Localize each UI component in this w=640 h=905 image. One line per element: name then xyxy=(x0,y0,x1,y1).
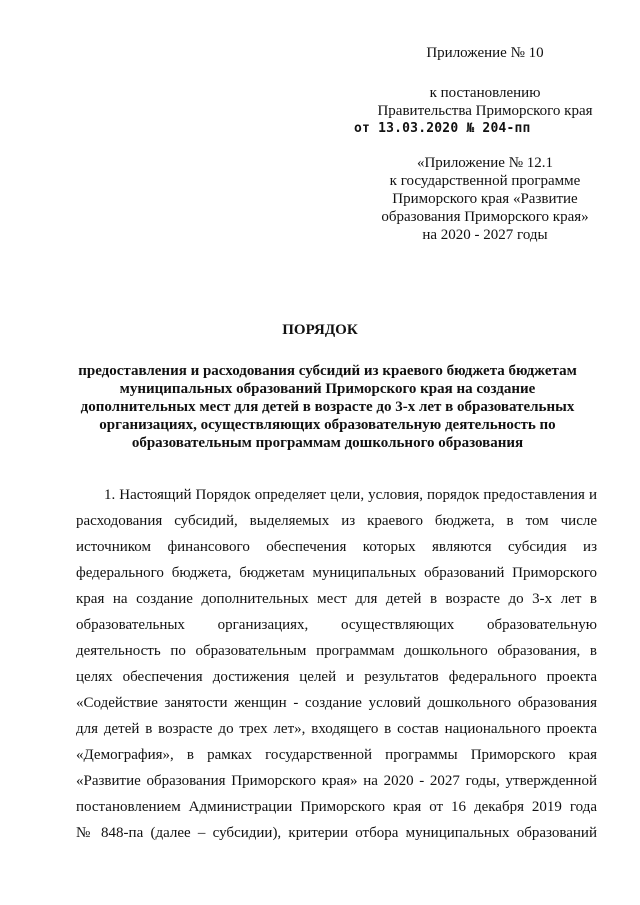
subtitle-line: организациях, осуществляющих образовательную деятельность по xyxy=(99,417,556,433)
body-line: «Демография», в рамках государственной программы Приморского края xyxy=(76,747,597,763)
document-title: ПОРЯДОК xyxy=(282,322,358,338)
appendix-number: Приложение № 10 xyxy=(426,45,544,61)
document-subtitle xyxy=(70,362,585,452)
body-line: 1. Настоящий Порядок определяет цели, условия, порядок предоставления и xyxy=(104,487,597,503)
subtitle-line: предоставления и расходования субсидий из краевого бюджета бюджетам xyxy=(78,363,577,379)
paragraph-1 xyxy=(76,482,597,846)
body-line: № 848-па (далее – субсидии), критерии отбора муниципальных образований xyxy=(76,825,597,841)
body-line: источником финансового обеспечения которых являются субсидия из xyxy=(76,539,597,555)
body-line: расходования субсидий, выделяемых из краевого бюджета, в том числе xyxy=(76,513,597,529)
government-text: Правительства Приморского края xyxy=(377,103,593,119)
resolution-date-number: от 13.03.2020 № 204-пп xyxy=(354,121,531,136)
subtitle-line: муниципальных образований Приморского края на создание xyxy=(119,381,536,397)
body-line: деятельность по образовательным программам дошкольного образования, в xyxy=(76,643,597,659)
spacer xyxy=(360,62,610,84)
body-line: для детей в возрасте до трех лет», входящего в состав национального проекта xyxy=(76,721,597,737)
sub-appendix-line: «Приложение № 12.1 xyxy=(416,155,554,171)
sub-appendix-line: образования Приморского края» xyxy=(381,209,589,225)
body-line: федерального бюджета, бюджетам муниципальных образований Приморского xyxy=(76,565,597,581)
subtitle-line: образовательным программам дошкольного образования xyxy=(131,435,524,451)
body-line: образовательных организациях, осуществляющих образовательную xyxy=(76,617,597,633)
sub-appendix-line: Приморского края «Развитие xyxy=(392,191,578,207)
to-resolution-text: к постановлению xyxy=(429,85,541,101)
sub-appendix-line: к государственной программе xyxy=(389,173,581,189)
body-line: края на создание дополнительных мест для детей в возрасте до 3-х лет в xyxy=(76,591,597,607)
body-line: «Содействие занятости женщин - создание условий дошкольного образования xyxy=(76,695,597,711)
body-line: «Развитие образования Приморского края» на 2020 - 2027 годы, утвержденной xyxy=(76,773,597,789)
appendix-header xyxy=(354,44,610,138)
sub-appendix-header xyxy=(360,154,610,244)
body-line: постановлением Администрации Приморского края от 16 декабря 2019 года xyxy=(76,799,597,815)
subtitle-line: дополнительных мест для детей в возрасте до 3-х лет в образовательных xyxy=(80,399,575,415)
body-line: целях обеспечения достижения целей и результатов федерального проекта xyxy=(76,669,597,685)
sub-appendix-line: на 2020 - 2027 годы xyxy=(422,227,548,243)
